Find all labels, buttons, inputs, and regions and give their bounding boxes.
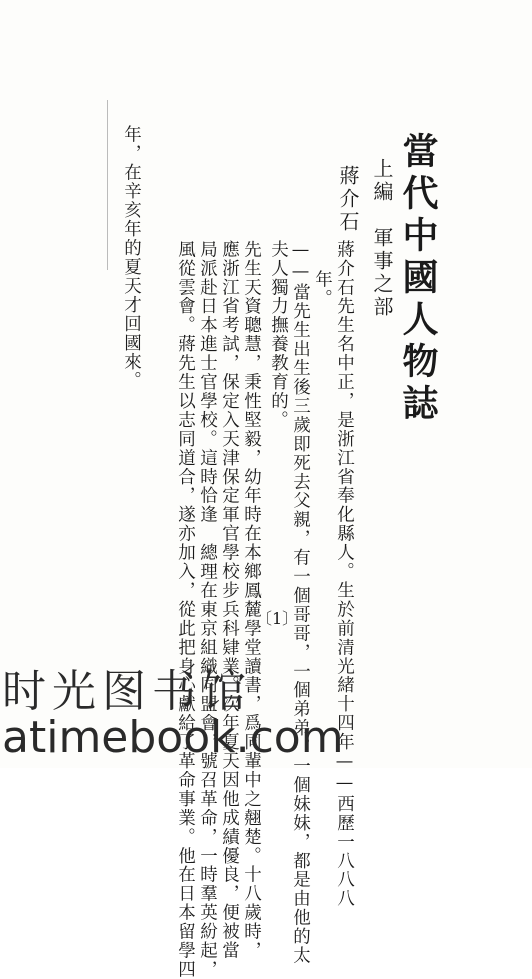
body-line-5: 先生天資聰慧，秉性堅毅，幼年時在本鄉鳳麓學堂讀書，爲同輩中之翹楚。十八歲時，	[241, 240, 262, 961]
body-line-1: 蔣介石先生名中正，是浙江省奉化縣人。生於前清光緒十四年——西歷一八八八	[334, 240, 355, 909]
body-line-6: 應浙江省考試，保定入天津保定軍官學校步兵科肄業。次年夏天因他成績優良，便被當	[219, 240, 240, 961]
body-line-4: 夫人獨力撫養教育的。	[268, 240, 289, 430]
body-line-3: ——當先生出生後三歲即死去父親，有一個哥哥，一個弟弟，一個妹妹，都是由他的太	[290, 240, 311, 966]
page-number: 〔1〕	[256, 609, 299, 628]
book-title: 當代中國人物誌	[397, 132, 439, 426]
watermark-url: atimebook.com	[2, 712, 344, 763]
margin-rule	[107, 100, 108, 270]
body-line-8: 風從雲會。蔣先生以志同道合，遂亦加入，從此把身心獻給了革命事業。他在日本留學四	[175, 240, 196, 979]
part-heading: 上編 軍事之部	[370, 158, 394, 319]
body-line-7: 局派赴日本進士官學校。這時恰逢 總理在東京組織同盟會，號召革命，一時羣英紛起，	[197, 240, 218, 979]
watermark-chinese: 时光图书馆	[2, 666, 252, 717]
person-heading: 蔣介石	[336, 165, 360, 234]
body-line-9: 年，在辛亥年的夏天才回國來。	[121, 125, 142, 391]
body-line-2: 年。	[312, 270, 333, 308]
